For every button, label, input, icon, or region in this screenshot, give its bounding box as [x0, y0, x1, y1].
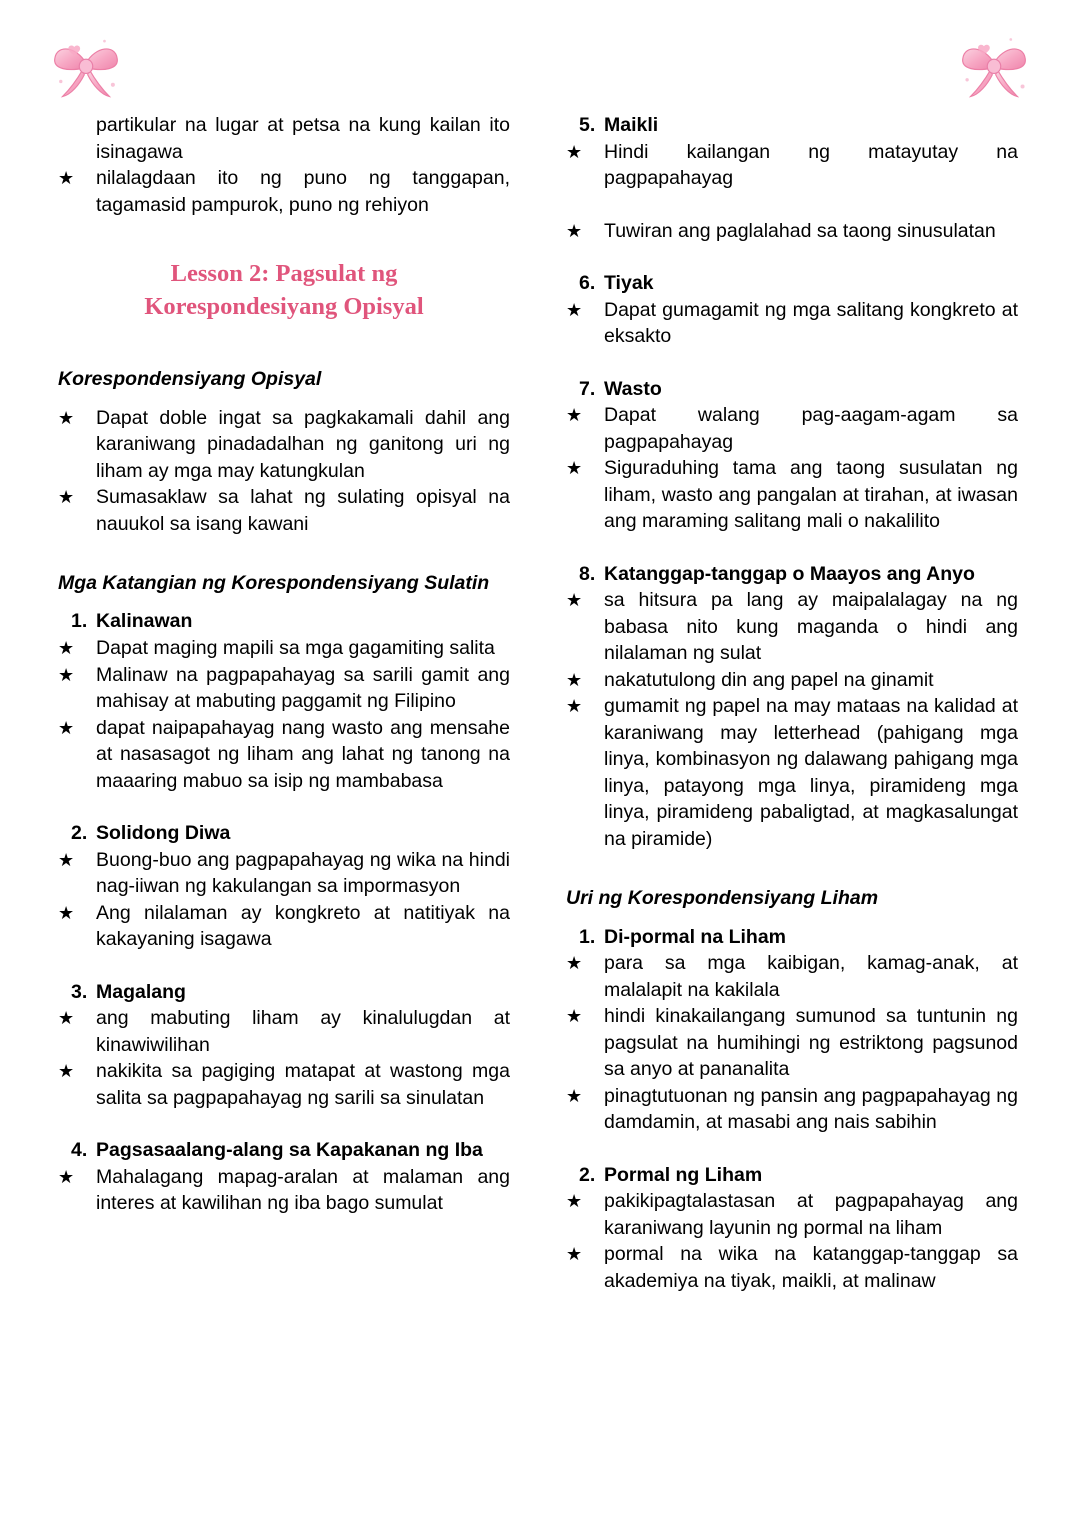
- list-item: [58, 635, 510, 662]
- list-item: [566, 297, 1018, 350]
- list-item: [58, 484, 510, 537]
- list-item: [566, 455, 1018, 535]
- star-bullet-icon: ★: [566, 220, 583, 241]
- list-item-text: Buong-buo ang pagpapahayag ng wika na hindi nag-iiwan ng kakulangan sa impormasyon: [96, 848, 510, 898]
- item-title: Tiyak: [604, 272, 654, 295]
- section-heading-korespondensiyang-opisyal: Korespondensiyang Opisyal: [58, 368, 322, 391]
- list-item: [566, 1241, 1018, 1294]
- list-item-text: Tuwiran ang paglalahad sa taong sinusulatan: [604, 219, 996, 242]
- section-heading-mga-katangian: Mga Katangian ng Korespondensiyang Sulatin: [58, 572, 490, 595]
- star-bullet-icon: ★: [566, 696, 583, 717]
- star-bullet-icon: ★: [566, 1006, 583, 1027]
- continued-list: [58, 112, 510, 218]
- list-item: [58, 1005, 510, 1058]
- numbered-section: [566, 270, 1018, 350]
- pink-bow-icon: [44, 26, 128, 110]
- star-bullet-icon: ★: [566, 1085, 583, 1106]
- item-number: 5.: [579, 114, 596, 136]
- pink-bow-icon: [952, 26, 1036, 110]
- star-bullet-icon: ★: [566, 590, 583, 611]
- section-heading-uri-ng-korespondensiyang-liham: Uri ng Korespondensiyang Liham: [566, 887, 879, 910]
- list-item-text: Dapat gumagamit ng mga salitang kongkreto at eksakto: [604, 298, 1018, 348]
- list-item: [566, 139, 1018, 192]
- right-column: [566, 112, 1018, 1294]
- numbered-section: [58, 979, 510, 1112]
- list-item-text: para sa mga kaibigan, kamag-anak, at malalapit na kakilala: [604, 952, 1018, 1001]
- numbered-section: [566, 924, 1018, 1136]
- numbered-item-heading: [566, 376, 1018, 403]
- item-title: Wasto: [604, 377, 662, 400]
- numbered-section: [58, 1137, 510, 1217]
- numbered-item-heading: [566, 1162, 1018, 1189]
- numbered-item-heading: [566, 924, 1018, 951]
- star-bullet-icon: ★: [58, 168, 75, 189]
- item-title: Katanggap-tanggap o Maayos ang Anyo: [604, 562, 975, 585]
- item-title: Pagsasaalang-alang sa Kapakanan ng Iba: [96, 1139, 483, 1162]
- list-item-text: nakikita sa pagiging matapat at wastong mga salita sa pagpapahayag ng sarili sa sinulatan: [96, 1060, 510, 1109]
- item-number: 4.: [71, 1139, 88, 1162]
- list-item: [58, 662, 510, 715]
- list-item-text: Dapat doble ingat sa pagkakamali dahil ang karaniwang pinadadalhan ng ganitong uri ng liham ay mga may katungkulan: [96, 406, 510, 482]
- star-bullet-icon: ★: [58, 1166, 75, 1187]
- list-item: [58, 405, 510, 485]
- list-item-text: Mahalagang mapag-aralan at malaman ang interes at kawilihan ng iba bago sumulat: [96, 1165, 510, 1215]
- star-bullet-icon: ★: [566, 669, 583, 690]
- item-title: Maikli: [604, 114, 659, 136]
- item-title: Solidong Diwa: [96, 822, 231, 845]
- numbered-section: [566, 112, 1018, 244]
- star-bullet-icon: ★: [566, 1244, 583, 1265]
- item-title: Kalinawan: [96, 610, 193, 633]
- list-item: [58, 715, 510, 795]
- two-column-body: [0, 112, 1080, 1294]
- list-item-text: gumamit ng papel na may mataas na kalidad at karaniwang may letterhead (pahigang mga linya, kombinasyon ng dalawang pahigang mga linya, patayong mga linya, piramideng mga linya, piramideng pabaligtad, at magkasalungat na piramide): [604, 695, 1018, 850]
- left-column: [58, 112, 510, 1294]
- list-item: [566, 1083, 1018, 1136]
- list-item-text: Malinaw na pagpapahayag sa sarili gamit ang mahisay at mabuting paggamit ng Filipino: [96, 663, 510, 713]
- star-bullet-icon: ★: [58, 1061, 75, 1082]
- numbered-item-heading: [58, 820, 510, 847]
- list-item-text: pinagtutuonan ng pansin ang pagpapahayag ng damdamin, at masabi ang nais sabihin: [604, 1084, 1018, 1134]
- numbered-item-heading: [566, 561, 1018, 588]
- item-title: Di-pormal na Liham: [604, 925, 787, 948]
- item-number: 3.: [71, 980, 88, 1003]
- numbered-section: [566, 561, 1018, 853]
- list-item-text: Sumasaklaw sa lahat ng sulating opisyal na nauukol sa isang kawani: [96, 486, 510, 535]
- list-item: [58, 900, 510, 953]
- star-bullet-icon: ★: [566, 953, 583, 974]
- star-bullet-icon: ★: [566, 458, 583, 479]
- list-item-text: pakikipagtalastasan at pagpapahayag ang karaniwang layunin ng pormal na liham: [604, 1190, 1018, 1239]
- list-item: [566, 218, 1018, 245]
- list-item: [566, 587, 1018, 667]
- star-bullet-icon: ★: [58, 1008, 75, 1029]
- list-item: [566, 1003, 1018, 1083]
- list-item: [566, 402, 1018, 455]
- list-item: [566, 667, 1018, 694]
- list-item: [58, 847, 510, 900]
- star-bullet-icon: ★: [58, 902, 75, 923]
- star-bullet-icon: ★: [58, 849, 75, 870]
- list-item-text: Dapat walang pag-aagam-agam sa pagpapahayag: [604, 404, 1018, 453]
- item-title: Pormal ng Liham: [604, 1163, 763, 1186]
- list-item: [566, 693, 1018, 852]
- numbered-item-heading: [58, 979, 510, 1006]
- list-item-text: partikular na lugar at petsa na kung kailan ito isinagawa: [96, 114, 510, 163]
- numbered-section: [58, 608, 510, 794]
- list-item-text: dapat naipapahayag nang wasto ang mensahe at nasasagot ng liham ang lahat ng tanong na maaaring mabuo sa isip ng mambabasa: [96, 716, 510, 792]
- list-item-text: Hindi kailangan ng matayutay na pagpapahayag: [604, 140, 1018, 190]
- list-item-text: Siguraduhing tama ang taong susulatan ng liham, wasto ang pangalan at tirahan, at iwasan ang maraming salitang mali o nakalilito: [604, 457, 1018, 533]
- star-bullet-icon: ★: [58, 638, 75, 658]
- list-item-text: pormal na wika na katanggap-tanggap sa akademiya na tiyak, maikli, at malinaw: [604, 1243, 1018, 1292]
- item-number: 2.: [71, 822, 88, 845]
- star-bullet-icon: ★: [58, 407, 75, 428]
- item-number: 2.: [579, 1163, 596, 1186]
- star-bullet-icon: ★: [566, 405, 583, 426]
- star-bullet-icon: ★: [58, 487, 75, 508]
- item-title: Magalang: [96, 980, 186, 1003]
- list-item-text: nilalagdaan ito ng puno ng tanggapan, tagamasid pampurok, puno ng rehiyon: [96, 167, 510, 216]
- list-item-text: sa hitsura pa lang ay maipalalagay na ng babasa nito kung maganda o hindi ang nilalaman ng sulat: [604, 589, 1018, 665]
- star-bullet-icon: ★: [566, 141, 583, 162]
- numbered-item-heading: [566, 112, 1018, 139]
- item-number: 1.: [71, 610, 88, 633]
- numbered-item-heading: [566, 270, 1018, 297]
- star-bullet-icon: ★: [58, 717, 75, 738]
- star-bullet-icon: ★: [566, 299, 583, 320]
- list-item: [566, 1188, 1018, 1241]
- heading-1-bullets: [58, 405, 510, 538]
- numbered-item-heading: [58, 608, 510, 635]
- numbered-section: [566, 376, 1018, 535]
- item-number: 6.: [579, 272, 596, 295]
- numbered-section: [566, 1162, 1018, 1295]
- list-item-text: Dapat maging mapili sa mga gagamiting salita: [96, 637, 495, 659]
- list-item: [58, 1164, 510, 1217]
- list-item-text: nakatutulong din ang papel na ginamit: [604, 668, 934, 691]
- star-bullet-icon: ★: [566, 1191, 583, 1212]
- item-number: 7.: [579, 377, 596, 400]
- lesson-title: Lesson 2: Pagsulat ng Korespondesiyang Opisyal: [144, 260, 424, 320]
- list-item: [58, 165, 510, 218]
- list-item: [58, 1058, 510, 1111]
- numbered-section: [58, 820, 510, 953]
- item-number: 8.: [579, 562, 596, 585]
- item-number: 1.: [579, 925, 596, 948]
- list-item: [566, 950, 1018, 1003]
- list-item: [58, 112, 510, 165]
- star-bullet-icon: ★: [58, 664, 75, 685]
- list-item-text: hindi kinakailangang sumunod sa tuntunin ng pagsulat na humihingi ng estriktong pagsunod sa anyo at pananalita: [604, 1005, 1018, 1081]
- list-item-text: Ang nilalaman ay kongkreto at natitiyak na kakayaning isagawa: [96, 901, 510, 951]
- list-item-text: ang mabuting liham ay kinalulugdan at kinawiwilihan: [96, 1007, 510, 1056]
- numbered-item-heading: [58, 1137, 510, 1164]
